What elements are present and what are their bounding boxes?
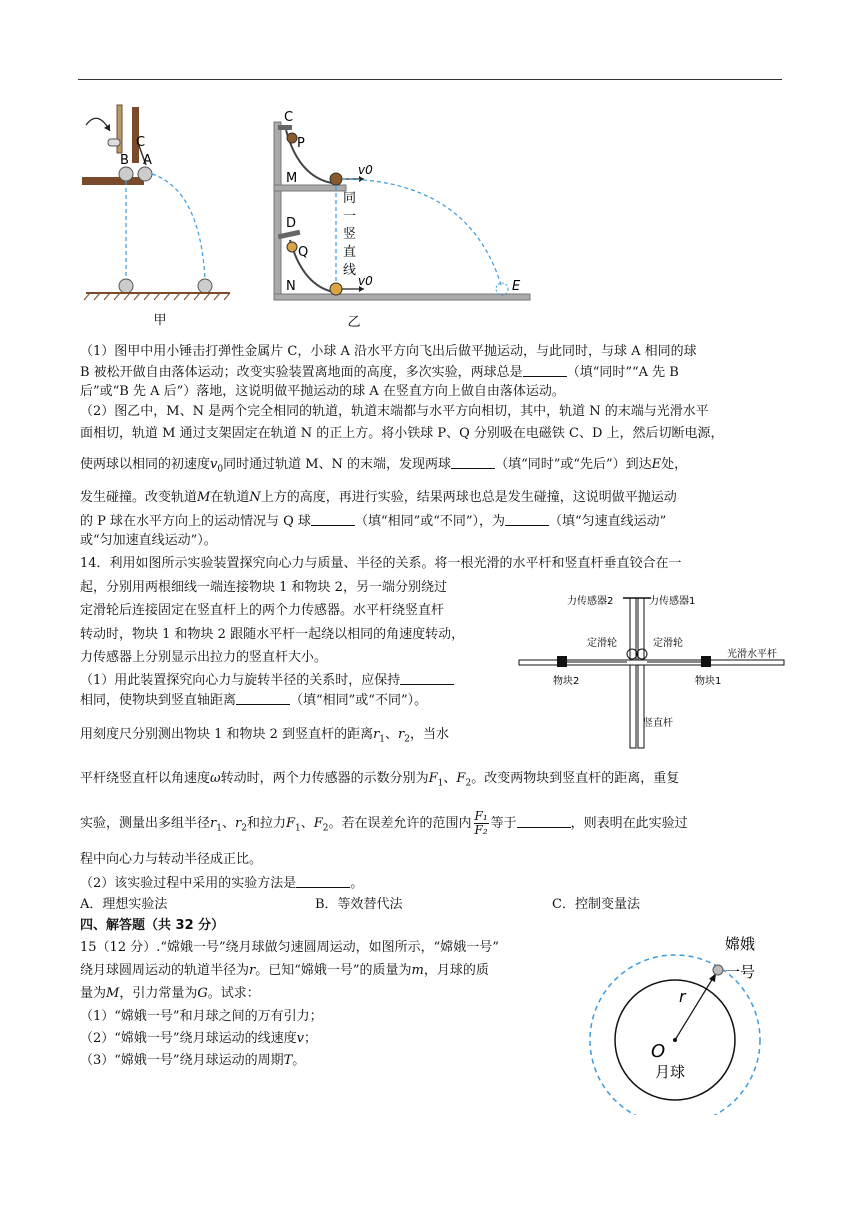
q14-line12: （2）该实验过程中采用的实验方法是 。: [80, 876, 364, 891]
track-m-bracket: [274, 185, 346, 191]
q15-sub3: （3）“嫦娥一号”绕月球运动的周期T。: [80, 1053, 306, 1068]
label-d: D: [286, 216, 297, 231]
q15-line3: 量为M，引力常量为G。试求：: [80, 986, 260, 1001]
label-c: C: [284, 110, 294, 125]
q13-part1-line1: （1）图甲中用小锤击打弹性金属片 C，小球 A 沿水平方向飞出后做平抛运动，与此同时，与球 A 相同的球: [80, 344, 697, 359]
answer-blank[interactable]: [400, 672, 454, 685]
label-m: M: [286, 171, 298, 186]
q15-line1: 15（12 分）.“嫦娥一号”绕月球做匀速圆周运动，如图所示，“嫦娥一号”: [80, 940, 499, 955]
label-c: C: [136, 135, 146, 150]
projectile-path-p: [342, 179, 502, 288]
q14-line6: （1）用此装置探究向心力与旋转半径的关系时，应保持: [80, 672, 454, 689]
q15-sub1: （1）“嫦娥一号”和月球之间的万有引力；: [80, 1009, 323, 1024]
answer-blank[interactable]: [523, 364, 567, 377]
answer-blank[interactable]: [451, 456, 495, 469]
label-a: A: [143, 153, 152, 168]
label-pulley-right: 定滑轮: [653, 638, 683, 649]
vertical-note: 线: [343, 263, 357, 278]
label-probe: 一号: [725, 963, 756, 981]
label-e: E: [512, 279, 521, 294]
label-vertical-rod: 竖直杆: [643, 718, 673, 729]
section-4-title: 四、解答题（共 32 分）: [80, 918, 225, 933]
q15-sub2: （2）“嫦娥一号”绕月球运动的线速度v；: [80, 1031, 317, 1046]
vertical-note: 一: [343, 209, 357, 224]
label-sensor-2: 力传感器2: [567, 596, 614, 607]
answer-blank[interactable]: [505, 513, 549, 526]
ball-q: [287, 242, 297, 252]
q14-line10: 实验，测量出多组半径$r_1$、$r_2$和拉力$F_1$、$F_2$。若在误差允许的范围内 $\frac{\text{F₁}}{\text{F₂}}$ 等于 ，则表明在此实验过: [80, 809, 688, 837]
q14-line11: 程中向心力与转动半径成正比。: [80, 852, 263, 867]
q13-part2-line1: （2）图乙中，M、N 是两个完全相同的轨道，轨道末端都与水平方向相切，其中，轨道 N 的末端与光滑水平: [80, 404, 709, 419]
figure-jia: [80, 95, 240, 330]
block-1: [701, 656, 711, 667]
label-q: Q: [298, 245, 309, 260]
label-moon: 月球: [655, 1063, 686, 1081]
caption-jia: 甲: [153, 313, 167, 328]
track-n-base: [274, 294, 530, 300]
label-p: P: [297, 136, 305, 151]
q13-part1-line2: B 被松开做自由落体运动；改变实验装置离地面的高度，多次实验，两球总是 （填“同时”“A 先 B: [80, 365, 679, 380]
ball-p: [287, 133, 297, 143]
probe: [713, 965, 723, 975]
q14-line2: 起，分别用两根细线一端连接物块 1 和物块 2，另一端分别绕过: [80, 580, 447, 595]
q13-part1-line3: 后”或“B 先 A 后”）落地，这说明做平抛运动的球 A 在竖直方向上做自由落体运动。: [80, 384, 565, 399]
label-v0-m: v0: [358, 163, 373, 177]
ball-b: [119, 167, 133, 181]
vertical-rod: [630, 598, 636, 748]
vertical-note: 竖: [343, 227, 357, 242]
q14-line9: 平杆绕竖直杆以角速度ω转动时，两个力传感器的示数分别为$F_1$、$F_2$。改变两物块到竖直杆的距离，重复: [80, 771, 680, 789]
answer-blank[interactable]: [311, 513, 355, 526]
q14-line4: 转动时，物块 1 和物块 2 跟随水平杆一起绕以相同的角速度转动，: [80, 627, 465, 642]
q13-part2-line4: 发生碰撞。改变轨道M在轨道N上方的高度，再进行实验，结果两球也总是发生碰撞，这说明做平抛运动: [80, 490, 677, 505]
force-ratio: $\frac{\text{F₁}}{\text{F₂}}$: [474, 809, 488, 837]
q14-line7: 相同，使物块到竖直轴距离 （填“相同”或“不同”）。: [80, 693, 428, 708]
label-b: B: [120, 153, 129, 168]
support-post: [274, 122, 281, 300]
label-n: N: [286, 279, 296, 294]
label-pulley-left: 定滑轮: [587, 638, 617, 649]
answer-blank[interactable]: [517, 815, 571, 828]
q14-line8: 用刻度尺分别测出物块 1 和物块 2 到竖直杆的距离$r_1$、$r_2$，当水: [80, 727, 450, 745]
label-r: r: [679, 987, 686, 1006]
option-c[interactable]: C．控制变量法: [552, 897, 640, 912]
q15-line2: 绕月球圆周运动的轨道半径为r。已知“嫦娥一号”的质量为m，月球的质: [80, 963, 489, 978]
ball-m: [330, 173, 342, 185]
label-block-2: 物块2: [553, 676, 580, 687]
projectile-path: [152, 174, 205, 279]
q13-part2-line5: 的 P 球在水平方向上的运动情况与 Q 球 （填“相同”或“不同”），为 （填“匀速直线运动”: [80, 514, 667, 529]
q14-line5: 力传感器上分别显示出拉力的竖直杆大小。: [80, 650, 328, 665]
header-rule: [78, 79, 782, 80]
figure-yi: [270, 100, 540, 330]
stand-base: [82, 177, 144, 185]
vertical-note: 同: [343, 191, 357, 206]
option-a[interactable]: A．理想实验法: [80, 897, 168, 912]
answer-blank[interactable]: [296, 875, 350, 888]
label-block-1: 物块1: [695, 676, 722, 687]
label-probe: 嫦娥: [725, 935, 756, 953]
caption-yi: 乙: [347, 315, 361, 330]
q13-part2-line3: 使两球以相同的初速度$v_0$同时通过轨道 M、N 的末端，发现两球 （填“同时”或“先后”）到达E处，: [80, 457, 688, 475]
vertical-note: 直: [343, 245, 357, 260]
figure-centripetal: [517, 590, 787, 750]
collision-point: [496, 283, 508, 295]
option-b[interactable]: B．等效替代法: [315, 897, 403, 912]
label-sensor-1: 力传感器1: [649, 596, 696, 607]
label-horizontal-rod: 光滑水平杆: [727, 649, 777, 660]
label-o: O: [651, 1041, 666, 1062]
answer-blank[interactable]: [236, 692, 290, 705]
label-v0-n: v0: [358, 274, 373, 288]
ball-n: [330, 283, 342, 295]
q13-part2-line6: 或“匀加速直线运动”）。: [80, 533, 217, 548]
q14-line3: 定滑轮后连接固定在竖直杆上的两个力传感器。水平杆绕竖直杆: [80, 603, 445, 618]
figure-orbit: [583, 925, 783, 1115]
q13-part2-line2: 面相切，轨道 M 通过支架固定在轨道 N 的正上方。将小铁球 P、Q 分别吸在电磁铁 C、D 上，然后切断电源，: [80, 426, 724, 441]
ball-a: [138, 167, 152, 181]
block-2: [557, 656, 567, 667]
q14-line1: 14．利用如图所示实验装置探究向心力与质量、半径的关系。将一根光滑的水平杆和竖直杆垂直铰合在一: [80, 556, 682, 571]
